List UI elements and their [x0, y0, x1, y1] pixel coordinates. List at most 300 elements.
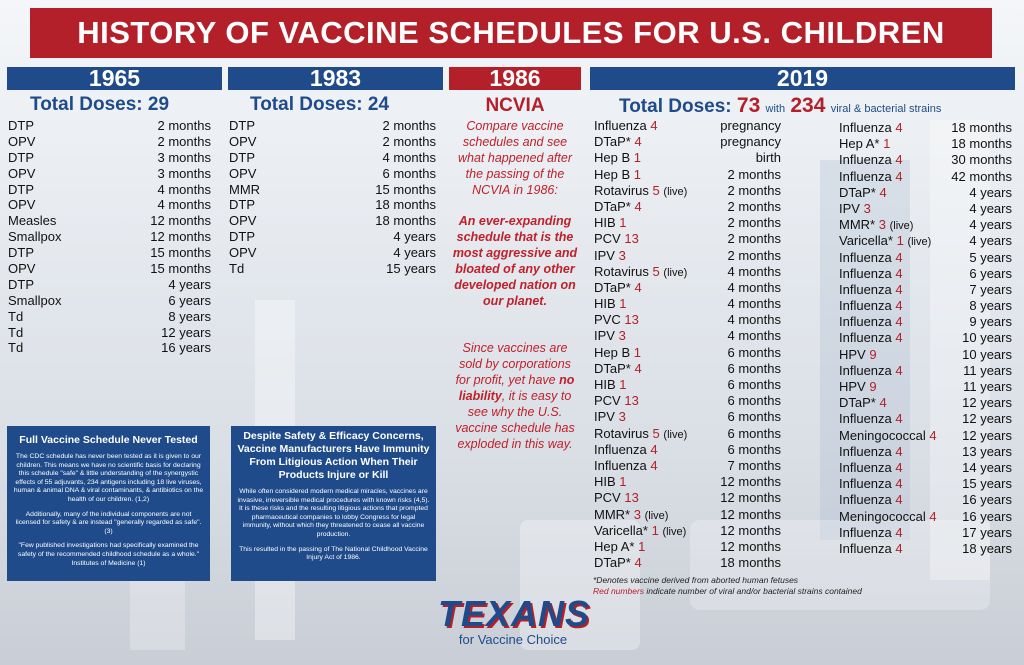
dose-age: 11 years: [963, 362, 1012, 378]
vaccine-label: OPV: [229, 245, 257, 261]
vaccine-label: MMR*: [839, 217, 876, 233]
vaccine-name: [8, 134, 35, 150]
vaccine-label: DTaP*: [839, 395, 876, 411]
dose-age: 2 months: [727, 247, 781, 263]
dose-age: 2 months: [382, 133, 436, 149]
dose-age: 2 months: [382, 118, 436, 133]
footnote-red-numbers: Red numbers indicate number of viral and/or bacterial strains contained: [593, 586, 862, 596]
vaccine-label: IPV: [839, 200, 860, 216]
strain-count: 3: [618, 247, 626, 263]
dose-age: 6 months: [727, 344, 781, 360]
logo-tagline: for Vaccine Choice: [458, 632, 568, 647]
vaccine-label: Td: [8, 308, 24, 324]
vaccine-label: Td: [229, 261, 245, 277]
schedule-row: [8, 229, 211, 245]
schedule-row: [8, 245, 211, 261]
vaccine-label: OPV: [8, 197, 36, 213]
dose-age: 12 months: [150, 229, 211, 245]
strain-count: 4: [895, 540, 903, 556]
vaccine-label: Influenza: [839, 443, 892, 459]
vaccine-label: HPV: [839, 346, 866, 362]
schedule-row: [839, 347, 1012, 363]
dose-age: 18 years: [962, 540, 1012, 556]
schedule-row: [594, 328, 781, 344]
vaccine-label: Hep A*: [839, 136, 880, 152]
schedule-row: [839, 428, 1012, 444]
vaccine-name: [839, 201, 871, 217]
schedule-row: [229, 213, 436, 229]
vaccine-name: [839, 185, 887, 201]
vaccine-label: Influenza: [594, 441, 647, 457]
strain-count: 4: [929, 508, 937, 524]
dose-age: 8 years: [168, 308, 211, 324]
never-tested-paragraph-1: The CDC schedule has never been tested as it is given to our children. This means we have no scientific basis for declaring this schedule "safe" & little understanding of the synergystic effects of 55 adjuvants, 234 antigens including 18 live viruses, human & animal DNA & viral contaminants, & antibiotics on the health of our children. (1,2): [13, 453, 204, 503]
dose-age: 10 years: [962, 330, 1012, 346]
schedule-row: [839, 282, 1012, 298]
vaccine-label: OPV: [8, 261, 36, 277]
vaccine-label: Influenza: [839, 265, 892, 281]
strain-count: 13: [624, 312, 639, 328]
never-tested-heading: Full Vaccine Schedule Never Tested: [19, 434, 198, 446]
strain-count: 4: [650, 441, 658, 457]
vaccine-name: [594, 150, 641, 166]
strain-count: 4: [929, 427, 937, 443]
dose-age: 4 months: [157, 181, 211, 197]
vaccine-name: [594, 426, 687, 443]
vaccine-label: Smallpox: [8, 229, 62, 245]
vaccine-name: [839, 428, 937, 444]
vaccine-name: [8, 213, 56, 229]
schedule-row: [839, 379, 1012, 395]
schedule-row: [839, 120, 1012, 136]
schedule-row: [839, 363, 1012, 379]
vaccine-label: OPV: [229, 213, 257, 229]
vaccine-label: DTP: [8, 276, 34, 292]
dose-age: 4 years: [393, 245, 436, 261]
dose-age: 16 years: [962, 492, 1012, 508]
vaccine-label: OPV: [8, 165, 36, 181]
schedule-row: [594, 118, 781, 134]
schedule-row: [594, 539, 781, 555]
strain-count: 13: [624, 393, 639, 409]
schedule-row: [839, 460, 1012, 476]
strain-count: 5: [652, 263, 660, 279]
schedule-row: [594, 167, 781, 183]
vaccine-name: [8, 182, 34, 198]
ncvia-bloated-text: An ever-expanding schedule that is the most aggressive and bloated of any other developed nation on our planet.: [452, 214, 578, 308]
strain-count: 4: [895, 281, 903, 297]
vaccine-name: [839, 136, 890, 152]
strain-count: 3: [618, 409, 626, 425]
dose-age: 11 years: [963, 379, 1012, 394]
vaccine-label: Smallpox: [8, 292, 62, 308]
schedule-row: [8, 293, 211, 309]
vaccine-name: [229, 229, 255, 245]
info-box-never-tested: [7, 426, 210, 581]
dose-age: pregnancy: [720, 134, 781, 150]
vaccine-label: OPV: [229, 133, 257, 149]
logo-wordmark: TEXANS: [438, 593, 591, 634]
vaccine-label: HIB: [594, 377, 616, 392]
live-tag: (live): [663, 185, 688, 198]
dose-age: 5 years: [969, 249, 1012, 265]
vaccine-name: [229, 134, 256, 150]
dose-age: 8 years: [969, 298, 1012, 314]
vaccine-label: Influenza: [839, 476, 892, 492]
strain-count: 4: [634, 279, 642, 295]
vaccine-name: [8, 261, 35, 277]
vaccine-name: [594, 199, 642, 215]
vaccine-name: [839, 282, 903, 298]
dose-age: 4 years: [969, 233, 1012, 249]
strain-count: 1: [883, 136, 891, 152]
schedule-row: [594, 312, 781, 328]
vaccine-label: Varicella*: [594, 522, 648, 538]
vaccine-name: [8, 277, 34, 293]
vaccine-label: Hep A*: [594, 538, 635, 554]
schedule-row: [594, 264, 781, 280]
vaccine-label: DTP: [8, 149, 34, 165]
vaccine-name: [229, 213, 256, 229]
schedule-row: [594, 555, 781, 571]
dose-age: 13 years: [962, 443, 1012, 459]
dose-age: 2 months: [727, 215, 781, 231]
dose-age: 4 months: [727, 296, 781, 312]
dose-age: 30 months: [951, 152, 1012, 168]
strain-count: 4: [895, 362, 903, 378]
schedule-row: [594, 150, 781, 166]
schedule-row: [8, 340, 211, 356]
strain-count: 9: [869, 379, 877, 394]
schedule-row: [839, 395, 1012, 411]
strain-count: 1: [619, 215, 627, 231]
schedule-row: [839, 476, 1012, 492]
schedule-row: [594, 377, 781, 393]
vaccine-name: [839, 476, 903, 492]
strain-count: 4: [895, 265, 903, 281]
vaccine-label: DTP: [8, 245, 34, 261]
vaccine-name: [839, 541, 903, 557]
schedule-row: [839, 541, 1012, 557]
schedule-row: [594, 409, 781, 425]
strain-count: 5: [652, 182, 660, 198]
strain-count: 1: [638, 538, 646, 554]
dose-age: 15 years: [386, 261, 436, 277]
immunity-heading: Despite Safety & Efficacy Concerns, Vaccine Manufacturers Have Immunity From Litigious Action When Their Products Injure or Kill: [237, 430, 430, 481]
page-title: HISTORY OF VACCINE SCHEDULES FOR U.S. CHILDREN: [30, 8, 992, 58]
schedule-row: [839, 330, 1012, 346]
vaccine-label: Varicella*: [839, 233, 893, 249]
schedule-row: [839, 525, 1012, 541]
strain-count: 1: [619, 474, 627, 490]
vaccine-label: Influenza: [839, 281, 892, 297]
vaccine-name: [229, 245, 256, 261]
schedule-row: [839, 185, 1012, 201]
vaccine-label: PCV: [594, 490, 621, 506]
vaccine-name: [594, 555, 642, 571]
vaccine-name: [839, 233, 931, 250]
dose-age: 6 months: [727, 441, 781, 457]
vaccine-label: HIB: [594, 474, 616, 490]
ncvia-heading: NCVIA: [485, 95, 545, 116]
strain-count: 3: [878, 217, 886, 233]
immunity-paragraph-2: This resulted in the passing of The National Childhood Vaccine Injury Act of 1986.: [239, 545, 428, 562]
schedule-1965-list: [8, 118, 211, 356]
dose-age: 42 months: [951, 168, 1012, 184]
vaccine-label: DTP: [229, 229, 255, 245]
schedule-row: [594, 458, 781, 474]
texans-logo: [438, 593, 591, 648]
strain-count: 3: [633, 506, 641, 522]
dose-age: birth: [755, 150, 781, 166]
strain-count: 4: [879, 395, 887, 411]
dose-age: 12 months: [720, 506, 781, 522]
dose-age: 4 years: [393, 229, 436, 245]
vaccine-label: Influenza: [594, 457, 647, 473]
vaccine-label: HIB: [594, 296, 616, 312]
schedule-row: [594, 215, 781, 231]
schedule-row: [229, 150, 436, 166]
schedule-row: [594, 296, 781, 312]
dose-age: 4 months: [727, 263, 781, 279]
dose-age: 2 months: [727, 198, 781, 214]
vaccine-name: [594, 490, 639, 506]
strain-count: 4: [634, 198, 642, 214]
vaccine-name: [594, 280, 642, 296]
live-tag: (live): [889, 220, 914, 233]
vaccine-name: [839, 266, 903, 282]
dose-age: 12 years: [962, 395, 1012, 411]
dose-age: 6 months: [382, 165, 436, 181]
strain-count: 4: [895, 411, 903, 427]
dose-age: 4 years: [969, 200, 1012, 216]
dose-age: 4 months: [382, 149, 436, 165]
vaccine-label: HPV: [839, 379, 866, 394]
vaccine-name: [8, 166, 35, 182]
live-tag: (live): [662, 525, 687, 538]
schedule-row: [839, 314, 1012, 330]
footnote-aborted-fetuses: *Denotes vaccine derived from aborted human fetuses: [593, 575, 799, 585]
dose-age: 18 months: [375, 197, 436, 213]
vaccine-name: [839, 525, 903, 541]
schedule-row: [8, 134, 211, 150]
schedule-row: [839, 444, 1012, 460]
schedule-row: [594, 280, 781, 296]
vaccine-name: [839, 314, 903, 330]
vaccine-label: DTaP*: [594, 279, 631, 295]
vaccine-name: [594, 361, 642, 377]
schedule-row: [8, 197, 211, 213]
total-doses-1965: Total Doses: 29: [30, 94, 170, 115]
schedule-row: [594, 474, 781, 490]
strain-count: 4: [895, 314, 903, 330]
vaccine-label: Rotavirus: [594, 263, 649, 279]
dose-age: 12 months: [720, 522, 781, 538]
strain-count: 4: [650, 118, 658, 133]
vaccine-name: [839, 120, 903, 136]
vaccine-name: [8, 245, 34, 261]
vaccine-name: [839, 411, 903, 427]
year-2019-header: 2019: [590, 67, 1015, 90]
vaccine-name: [839, 460, 903, 476]
strain-count: 4: [634, 134, 642, 150]
vaccine-label: Measles: [8, 213, 57, 229]
dose-age: 4 years: [969, 217, 1012, 233]
vaccine-name: [594, 118, 658, 134]
dose-age: 4 years: [969, 184, 1012, 200]
vaccine-name: [594, 539, 645, 555]
vaccine-name: [839, 250, 903, 266]
dose-age: 16 years: [962, 508, 1012, 524]
vaccine-label: Rotavirus: [594, 182, 649, 198]
vaccine-label: DTaP*: [594, 555, 631, 571]
vaccine-label: PVC: [594, 312, 621, 328]
dose-age: 18 months: [951, 120, 1012, 135]
vaccine-label: DTP: [229, 118, 255, 133]
strain-count: 1: [896, 233, 904, 249]
schedule-2019-list-a: [594, 118, 781, 571]
vaccine-label: Influenza: [839, 168, 892, 184]
vaccine-label: PCV: [594, 231, 621, 247]
schedule-row: [594, 231, 781, 247]
dose-age: 3 months: [157, 149, 211, 165]
schedule-row: [594, 442, 781, 458]
vaccine-name: [839, 492, 903, 508]
strain-count: 4: [634, 555, 642, 571]
strain-count: 4: [895, 476, 903, 492]
vaccine-label: Influenza: [839, 411, 892, 427]
vaccine-name: [839, 444, 903, 460]
strain-count: 4: [895, 330, 903, 346]
dose-age: 6 months: [727, 377, 781, 392]
vaccine-label: Influenza: [839, 249, 892, 265]
dose-age: 12 months: [720, 474, 781, 490]
schedule-2019-list-b: [839, 120, 1012, 557]
vaccine-name: [594, 312, 639, 328]
schedule-row: [229, 229, 436, 245]
strain-count: 5: [652, 425, 660, 441]
vaccine-name: [594, 474, 627, 490]
dose-age: 12 months: [720, 490, 781, 506]
live-tag: (live): [907, 236, 932, 249]
live-tag: (live): [663, 428, 688, 441]
live-tag: (live): [644, 509, 669, 522]
schedule-row: [839, 201, 1012, 217]
strain-count: 1: [619, 296, 627, 312]
vaccine-label: Hep B: [594, 166, 631, 182]
vaccine-name: [594, 134, 642, 150]
schedule-row: [594, 490, 781, 506]
dose-age: 14 years: [962, 459, 1012, 475]
vaccine-label: Influenza: [839, 314, 892, 330]
vaccine-name: [839, 363, 903, 379]
dose-age: 7 years: [969, 281, 1012, 297]
vaccine-name: [839, 298, 903, 314]
vaccine-name: [8, 309, 23, 325]
vaccine-name: [8, 229, 61, 245]
strain-count: 4: [879, 184, 887, 200]
dose-age: 12 years: [161, 324, 211, 340]
vaccine-label: Td: [8, 340, 24, 356]
vaccine-name: [229, 118, 255, 134]
vaccine-label: Influenza: [594, 118, 647, 133]
dose-age: 9 years: [969, 314, 1012, 330]
schedule-row: [839, 136, 1012, 152]
vaccine-name: [594, 328, 626, 344]
strain-count: 13: [624, 231, 639, 247]
vaccine-label: Influenza: [839, 362, 892, 378]
vaccine-name: [839, 395, 887, 411]
vaccine-name: [8, 340, 23, 356]
vaccine-name: [594, 409, 626, 425]
schedule-row: [8, 277, 211, 293]
dose-age: 12 months: [720, 538, 781, 554]
strain-count: 1: [633, 150, 641, 166]
vaccine-name: [839, 217, 913, 234]
vaccine-name: [8, 293, 61, 309]
schedule-row: [8, 325, 211, 341]
vaccine-label: OPV: [8, 133, 36, 149]
vaccine-label: IPV: [594, 409, 615, 425]
schedule-row: [229, 182, 436, 198]
dose-age: 18 months: [951, 136, 1012, 152]
dose-age: 6 months: [727, 409, 781, 425]
schedule-row: [594, 507, 781, 523]
schedule-row: [229, 245, 436, 261]
dose-age: 12 years: [962, 411, 1012, 427]
schedule-row: [229, 197, 436, 213]
schedule-row: [839, 250, 1012, 266]
vaccine-name: [839, 169, 903, 185]
dose-age: 4 months: [727, 328, 781, 344]
vaccine-label: DTP: [229, 149, 255, 165]
vaccine-name: [594, 507, 668, 524]
schedule-row: [229, 261, 436, 277]
schedule-row: [229, 118, 436, 134]
dose-age: 2 months: [727, 231, 781, 247]
year-1965-header: 1965: [7, 67, 222, 90]
ncvia-compare-text: Compare vaccine schedules and see what happened after the passing of the NCVIA in 1986:: [458, 119, 572, 197]
vaccine-name: [839, 509, 937, 525]
vaccine-label: PCV: [594, 393, 621, 409]
vaccine-name: [594, 458, 658, 474]
schedule-row: [229, 166, 436, 182]
vaccine-name: [594, 442, 658, 458]
dose-age: 6 months: [727, 360, 781, 376]
vaccine-name: [8, 150, 34, 166]
strain-count: 4: [895, 459, 903, 475]
vaccine-name: [594, 231, 639, 247]
dose-age: 15 months: [150, 245, 211, 261]
total-doses-2019: Total Doses: 73 with 234 viral & bacterial strains: [619, 94, 942, 117]
vaccine-label: Influenza: [839, 120, 892, 135]
vaccine-label: Meningococcal: [839, 427, 926, 443]
dose-age: 2 months: [157, 118, 211, 133]
schedule-1983-list: [229, 118, 436, 277]
strain-count: 4: [650, 457, 658, 473]
vaccine-label: Influenza: [839, 330, 892, 346]
info-box-immunity: [231, 426, 436, 581]
dose-age: 6 years: [168, 292, 211, 308]
vaccine-name: [229, 150, 255, 166]
schedule-row: [8, 150, 211, 166]
vaccine-label: DTP: [8, 181, 34, 197]
schedule-row: [839, 266, 1012, 282]
schedule-row: [839, 411, 1012, 427]
dose-age: 12 years: [962, 427, 1012, 443]
vaccine-label: Hep B: [594, 150, 631, 166]
dose-age: 4 months: [727, 279, 781, 295]
